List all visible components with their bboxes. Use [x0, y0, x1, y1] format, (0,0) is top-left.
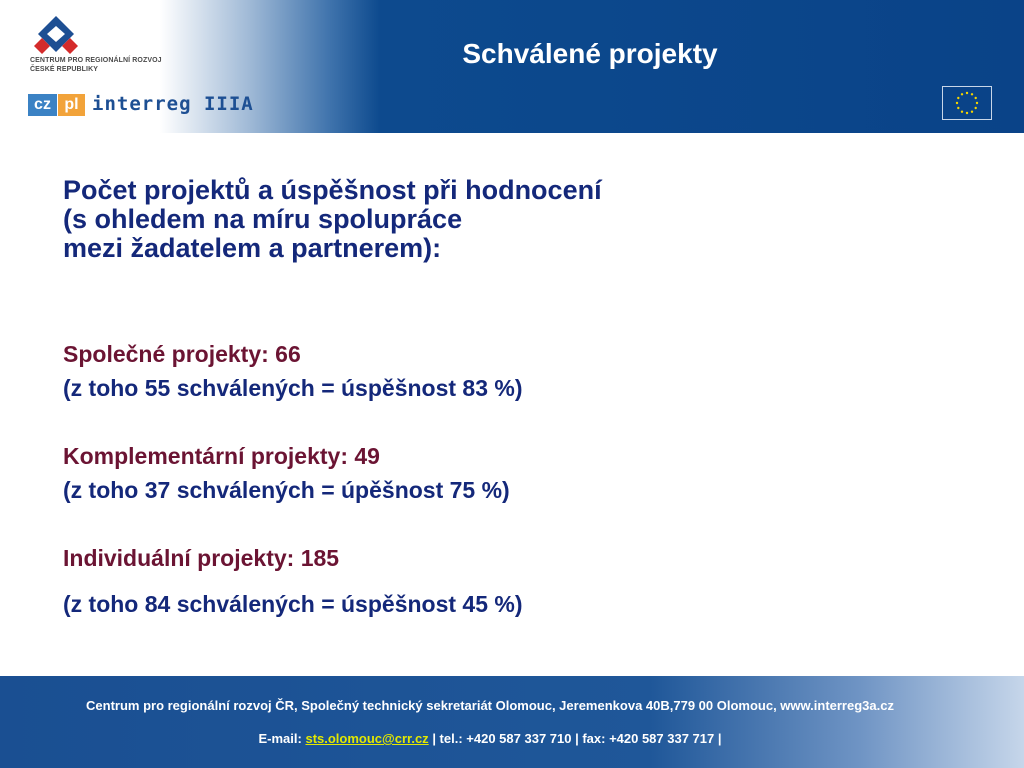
interreg-logo-text: interreg IIIA [92, 93, 254, 115]
contact-numbers: | tel.: +420 587 337 710 | fax: +420 587 337 717 | [432, 731, 722, 746]
pl-badge: pl [58, 94, 85, 116]
heading-line: Počet projektů a úspěšnost při hodnocení [63, 175, 602, 205]
email-link[interactable]: sts.olomouc@crr.cz [305, 731, 429, 746]
cz-badge: cz [28, 94, 57, 116]
footer-bar [0, 676, 1024, 768]
heading-line: mezi žadatelem a partnerem): [63, 233, 442, 263]
heading-line: (s ohledem na míru spolupráce [63, 204, 463, 234]
main-heading [63, 176, 602, 263]
joint-projects-detail: (z toho 55 schválených = úspěšnost 83 %) [63, 375, 523, 401]
eu-flag-icon [942, 86, 992, 120]
individual-projects-detail: (z toho 84 schválených = úspěšnost 45 %) [63, 591, 523, 617]
crr-logo-text: CENTRUM PRO REGIONÁLNÍ ROZVOJ ČESKÉ REPUBLIKY [30, 57, 162, 73]
page-title: Schválené projekty [462, 38, 718, 69]
joint-projects-title: Společné projekty: 66 [63, 341, 301, 367]
complementary-projects-detail: (z toho 37 schválených = úpěšnost 75 %) [63, 477, 510, 503]
complementary-projects-title: Komplementární projekty: 49 [63, 443, 380, 469]
individual-projects-title: Individuální projekty: 185 [63, 545, 340, 571]
footer-address: Centrum pro regionální rozvoj ČR, Společný technický sekretariát Olomouc, Jeremenkova 40B,779 00 Olomouc, www.interreg3a.cz [86, 698, 894, 713]
email-label: E-mail: [258, 731, 302, 746]
header-banner [0, 0, 1024, 133]
crr-diamond-logo-icon [24, 14, 88, 58]
footer-contact [0, 731, 980, 746]
